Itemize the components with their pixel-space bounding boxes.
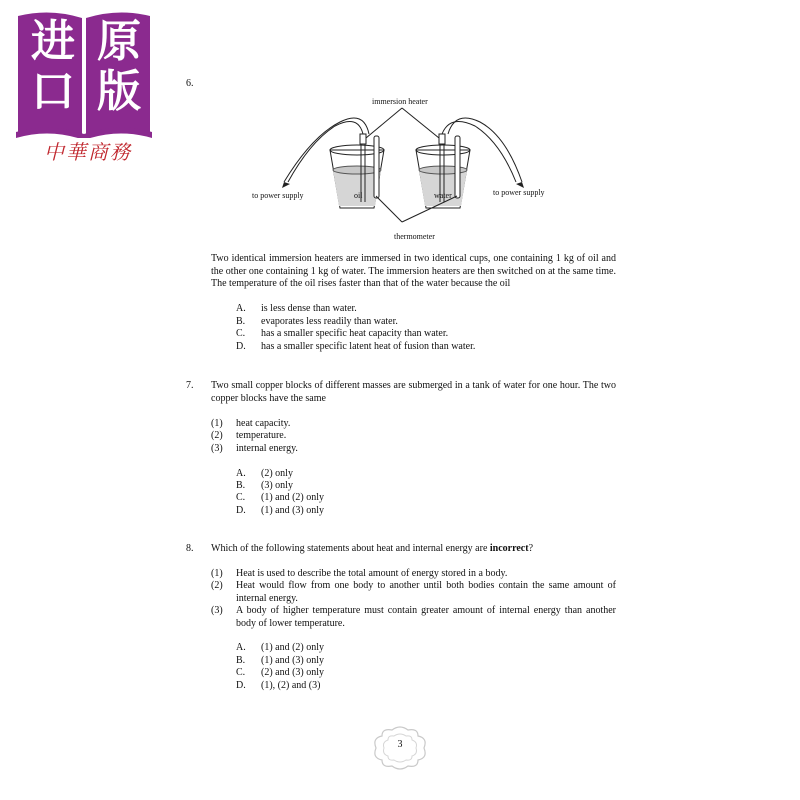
option-label: B. xyxy=(236,316,246,327)
logo-char-2: 原 xyxy=(97,16,141,67)
question-7-number: 7. xyxy=(186,380,194,391)
immersion-heater-cups-figure xyxy=(240,92,570,252)
statement-label: (3) xyxy=(211,605,223,616)
question-6-number: 6. xyxy=(186,78,194,89)
label-immersion-heater: immersion heater xyxy=(372,97,428,106)
option-text: (2) and (3) only xyxy=(261,667,325,678)
logo-char-4: 版 xyxy=(97,66,141,117)
option-label: C. xyxy=(236,328,246,339)
label-to-power-supply-left: to power supply xyxy=(252,191,304,200)
statement-label: (3) xyxy=(211,443,223,454)
stem-text: Which of the following statements about heat and internal energy are xyxy=(211,543,490,554)
option-label: C. xyxy=(236,667,246,678)
label-to-power-supply-right: to power supply xyxy=(493,188,545,197)
option-label: C. xyxy=(236,492,246,503)
option-text: has a smaller specific heat capacity than water. xyxy=(261,328,449,339)
option-text: is less dense than water. xyxy=(261,303,357,314)
option-label: D. xyxy=(236,341,246,352)
statement-text: internal energy. xyxy=(236,443,298,454)
statement-text: Heat would flow from one body to another until both bodies contain the same amount of internal energy. xyxy=(236,580,616,604)
statement-label: (2) xyxy=(211,430,223,441)
option-label: A. xyxy=(236,468,246,479)
option-text: has a smaller specific latent heat of fusion than water. xyxy=(261,341,476,352)
question-7-stem: Two small copper blocks of different masses are submerged in a tank of water for one hour. The two copper blocks have the same xyxy=(211,380,616,404)
option-text: (1) and (3) only xyxy=(261,655,325,666)
option-label: A. xyxy=(236,642,246,653)
option-label: D. xyxy=(236,680,246,691)
option-text: (3) only xyxy=(261,480,293,491)
label-water: water xyxy=(434,191,452,200)
option-text: (1) and (2) only xyxy=(261,492,325,503)
option-text: evaporates less readily than water. xyxy=(261,316,398,327)
question-8-stem xyxy=(211,543,616,556)
label-oil: oil xyxy=(354,191,363,200)
heater-diagram xyxy=(240,92,570,257)
option-text: (1) and (2) only xyxy=(261,642,325,653)
publisher-logo xyxy=(14,8,154,168)
statement-text: Heat is used to describe the total amount of energy stored in a body. xyxy=(236,568,508,579)
option-label: B. xyxy=(236,655,246,666)
stem-end: ? xyxy=(528,543,534,554)
option-text: (1) and (3) only xyxy=(261,505,325,516)
statement-label: (1) xyxy=(211,568,223,579)
statement-text: heat capacity. xyxy=(236,418,291,429)
page-number: 3 xyxy=(397,739,403,750)
statement-label: (1) xyxy=(211,418,223,429)
option-text: (1), (2) and (3) xyxy=(261,680,321,691)
option-label: A. xyxy=(236,303,246,314)
statement-label: (2) xyxy=(211,580,223,591)
option-text: (2) only xyxy=(261,468,293,479)
statement-text: A body of higher temperature must contain greater amount of internal energy than another body of lower temperature. xyxy=(236,605,616,629)
stem-emphasis: incorrect xyxy=(489,543,529,554)
logo-subtitle: 中華商務 xyxy=(44,140,132,164)
question-6-stem: Two identical immersion heaters are immersed in two identical cups, one containing 1 kg of oil and the other one containing 1 kg of water. The immersion heaters are then switched on at the same time. The temperature of the oil rises faster than that of the water because the oil xyxy=(211,253,616,290)
logo-char-3: 口 xyxy=(31,66,75,117)
question-8-number: 8. xyxy=(186,543,194,554)
option-label: B. xyxy=(236,480,246,491)
label-thermometer: thermometer xyxy=(394,232,435,241)
option-label: D. xyxy=(236,505,246,516)
logo-char-1: 进 xyxy=(31,16,75,67)
statement-text: temperature. xyxy=(236,430,287,441)
